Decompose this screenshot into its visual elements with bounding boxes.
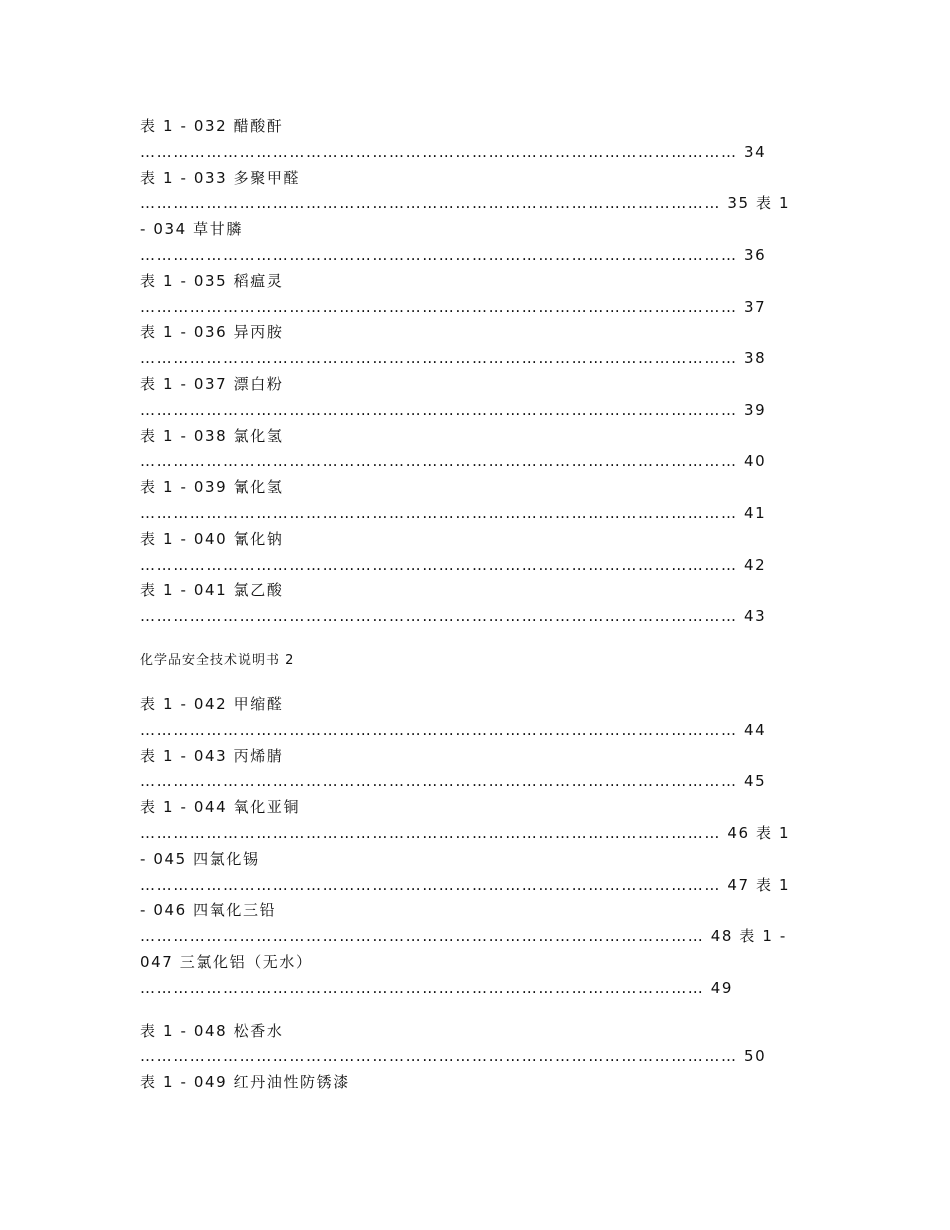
toc-entry-line: 表 1 - 033 多聚甲醛 bbox=[140, 168, 301, 187]
toc-entry-line: 表 1 - 035 稻瘟灵 bbox=[140, 271, 284, 290]
toc-entry-line: 表 1 - 044 氧化亚铜 bbox=[140, 798, 301, 817]
table-of-contents bbox=[140, 114, 820, 1096]
toc-entry-line: - 045 四氯化锡 bbox=[140, 849, 260, 868]
toc-entry-line: ……………………………………………………………………………………………… 40 bbox=[140, 452, 767, 471]
toc-entry-line: ……………………………………………………………………………………………… 42 bbox=[140, 555, 767, 574]
section-spacer bbox=[140, 674, 820, 692]
toc-entry-line: 表 1 - 036 异丙胺 bbox=[140, 323, 284, 342]
toc-entry-line: ……………………………………………………………………………………………… 34 bbox=[140, 142, 767, 161]
toc-entry-line: …………………………………………………………………………………………… 47 表 1 bbox=[140, 875, 791, 894]
toc-entry-line: - 034 草甘膦 bbox=[140, 220, 243, 239]
running-header: 化学品安全技术说明书 2 bbox=[140, 652, 295, 668]
toc-entry-line: 表 1 - 032 醋酸酐 bbox=[140, 117, 284, 135]
toc-entry-line: ……………………………………………………………………………………………… 44 bbox=[140, 720, 767, 739]
toc-entry-line: 表 1 - 043 丙烯腈 bbox=[140, 746, 284, 765]
toc-entry-line: ……………………………………………………………………………………………… 41 bbox=[140, 503, 767, 522]
toc-entry-line: 表 1 - 040 氰化钠 bbox=[140, 529, 284, 548]
toc-entry-line: 表 1 - 049 红丹油性防锈漆 bbox=[140, 1073, 350, 1092]
toc-entry-line: ……………………………………………………………………………………………… 37 bbox=[140, 297, 767, 316]
toc-entry-line: ………………………………………………………………………………………… 49 bbox=[140, 978, 734, 997]
toc-entry-line: …………………………………………………………………………………………… 35 表 1 bbox=[140, 194, 791, 213]
section-spacer bbox=[140, 630, 820, 648]
toc-entry-line: 047 三氯化铝（无水） bbox=[140, 952, 313, 971]
toc-entry-line: ………………………………………………………………………………………… 48 表 1 - bbox=[140, 927, 787, 946]
toc-entry-line: - 046 四氧化三铅 bbox=[140, 901, 277, 920]
toc-entry-line: …………………………………………………………………………………………… 46 表 1 bbox=[140, 823, 791, 842]
toc-entry-line: 表 1 - 041 氯乙酸 bbox=[140, 581, 284, 600]
toc-entry-line: ……………………………………………………………………………………………… 45 bbox=[140, 772, 767, 791]
toc-entry-line: 表 1 - 038 氯化氢 bbox=[140, 426, 284, 445]
toc-entry-line: ……………………………………………………………………………………………… 36 bbox=[140, 245, 767, 264]
toc-entry-line: 表 1 - 037 漂白粉 bbox=[140, 374, 284, 393]
toc-entry-line: ……………………………………………………………………………………………… 39 bbox=[140, 400, 767, 419]
toc-entry-line: 表 1 - 039 氰化氢 bbox=[140, 478, 284, 497]
toc-entry-line: 表 1 - 042 甲缩醛 bbox=[140, 694, 284, 713]
section-spacer bbox=[140, 1002, 820, 1019]
toc-entry-line: 表 1 - 048 松香水 bbox=[140, 1021, 284, 1040]
toc-entry-line: ……………………………………………………………………………………………… 43 bbox=[140, 607, 767, 626]
toc-entry-line: ……………………………………………………………………………………………… 38 bbox=[140, 349, 767, 368]
toc-entry-line: ……………………………………………………………………………………………… 50 bbox=[140, 1047, 767, 1066]
